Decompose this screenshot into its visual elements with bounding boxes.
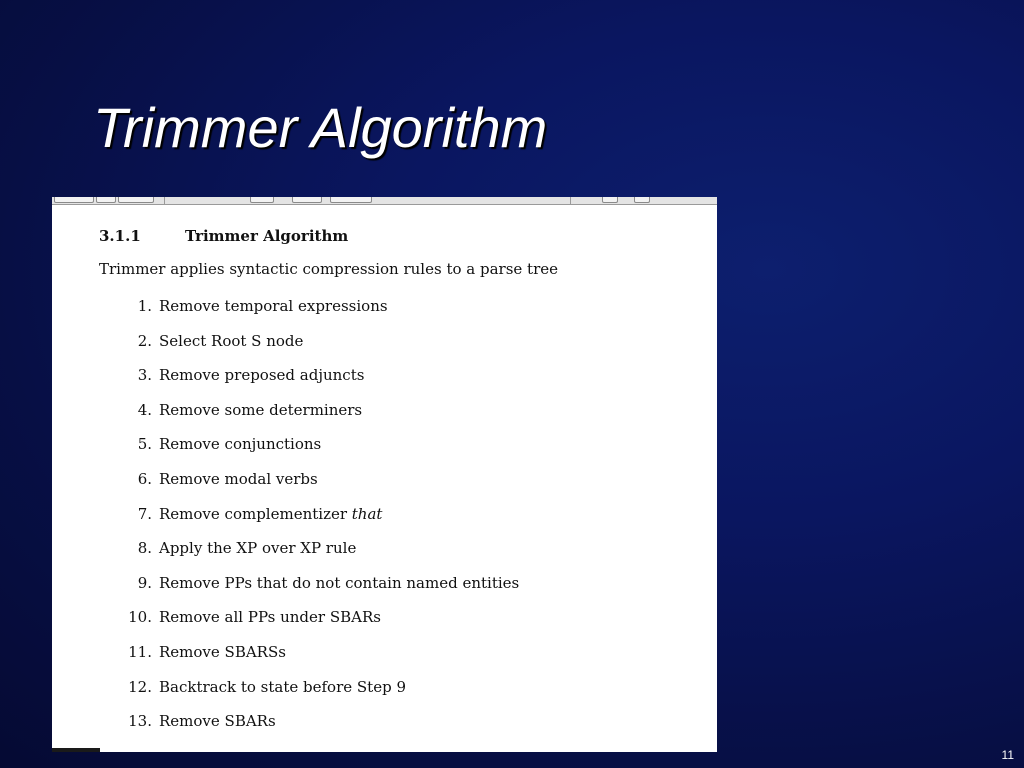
toolbar-button [602, 197, 618, 203]
intro-text: Trimmer applies syntactic compression rules to a parse tree [99, 260, 558, 278]
toolbar-separator [164, 197, 165, 204]
step-text [159, 332, 303, 350]
step-number: 4. [137, 400, 152, 419]
step-number: 2. [137, 331, 152, 350]
step-text [159, 712, 276, 730]
step-text [159, 574, 519, 592]
section-title: Trimmer Algorithm [185, 227, 349, 245]
step-label: Apply the XP over XP rule [159, 539, 357, 558]
toolbar-button [118, 197, 154, 203]
step-label: Remove PPs that do not contain named entities [159, 573, 520, 592]
viewer-toolbar-strip [52, 197, 717, 205]
step-text [159, 366, 364, 384]
step-text [159, 678, 406, 696]
step-number: 12. [128, 677, 152, 696]
step-label: Remove conjunctions [159, 435, 322, 454]
step-label: Remove some determiners [159, 400, 363, 419]
step-text [159, 435, 321, 453]
step-label: Remove modal verbs [159, 469, 318, 488]
section-number: 3.1.1 [99, 227, 141, 245]
toolbar-button [634, 197, 650, 203]
toolbar-field [54, 197, 94, 203]
step-label: Remove preposed adjuncts [159, 366, 365, 385]
step-number: 11. [128, 642, 152, 661]
step-emphasis: that [351, 504, 383, 523]
step-text [159, 643, 286, 661]
step-number: 8. [137, 539, 152, 558]
step-number: 3. [137, 366, 152, 385]
step-number: 10. [128, 608, 152, 627]
step-number: 9. [137, 573, 152, 592]
step-label: Remove SBARSs [159, 642, 286, 661]
toolbar-button [250, 197, 274, 203]
step-number: 13. [128, 712, 152, 731]
step-text [159, 470, 318, 488]
slide-title: Trimmer Algorithm [93, 96, 548, 159]
step-text [159, 608, 381, 626]
step-label: Remove all PPs under SBARs [159, 608, 381, 627]
step-label: Remove temporal expressions [159, 297, 388, 315]
step-label: Remove complementizer [159, 504, 352, 523]
step-number: 5. [137, 435, 152, 454]
section-heading [99, 227, 348, 245]
step-label: Remove SBARs [159, 712, 276, 731]
page-edge-mark [52, 748, 100, 752]
step-text [159, 539, 356, 557]
step-text [159, 505, 382, 523]
step-text [159, 401, 362, 419]
step-label: Backtrack to state before Step 9 [159, 677, 406, 696]
toolbar-button [292, 197, 322, 203]
step-number: 6. [137, 469, 152, 488]
toolbar-button [96, 197, 116, 203]
toolbar-field [330, 197, 372, 203]
slide-number: 11 [1001, 748, 1014, 762]
document-screenshot [52, 197, 717, 752]
step-number: 1. [137, 297, 152, 315]
step-number: 7. [137, 504, 152, 523]
step-text [159, 297, 388, 315]
step-label: Select Root S node [159, 331, 304, 350]
toolbar-separator [570, 197, 571, 204]
